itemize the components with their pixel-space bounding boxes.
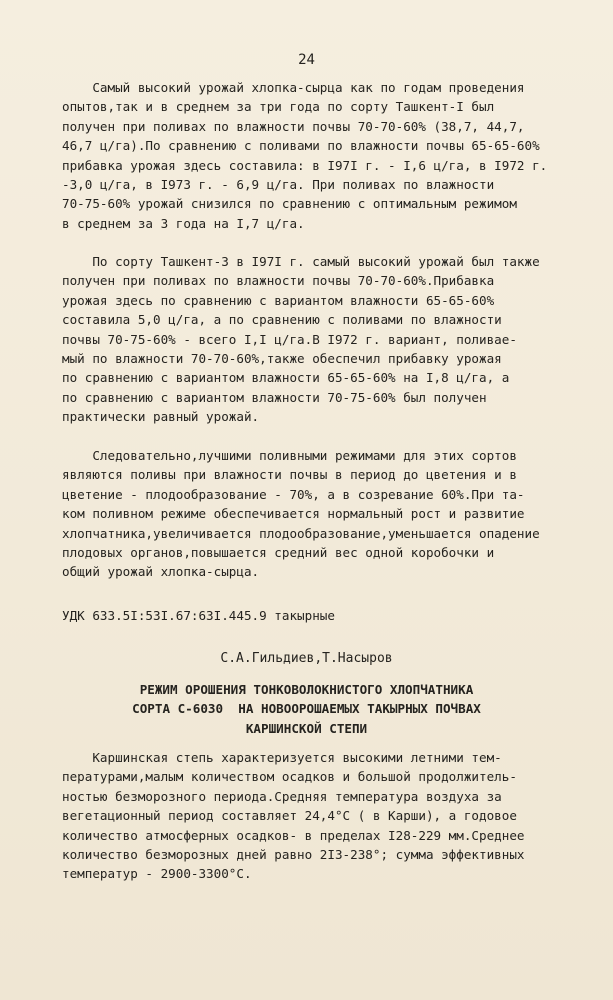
text-line: по сравнению с вариантом влажности 70-75-60% был получен	[62, 389, 487, 405]
text-line: получен при поливах по влажности почвы 70-70-60% (38,7, 44,7,	[62, 118, 525, 134]
udc-code: УДК 633.5I:53I.67:63I.445.9 такырные	[62, 608, 335, 623]
text-line: количество атмосферных осадков- в пределах I28-229 мм.Среднее	[62, 827, 525, 843]
text-line: по сравнению с вариантом влажности 65-65-60% на I,8 ц/га, а	[62, 370, 510, 386]
text-line: получен при поливах по влажности почвы 70-70-60%.Прибавка	[62, 273, 495, 289]
text-line: хлопчатника,увеличивается плодообразование,уменьшается опадение	[62, 525, 540, 541]
text-line: вегетационный период составляет 24,4°С ( в Карши), а годовое	[62, 808, 517, 824]
page-number: 24	[298, 52, 315, 68]
text-line: прибавка урожая здесь составила: в I97I г. - I,6 ц/га, в I972 г.	[62, 157, 548, 173]
title-line: КАРШИНСКОЙ СТЕПИ	[245, 720, 368, 736]
text-line: являются поливы при влажности почвы в период до цветения и в	[62, 467, 517, 483]
text-line: почвы 70-75-60% - всего I,I ц/га.В I972 г. вариант, поливае-	[62, 331, 517, 347]
text-line: пературами,малым количеством осадков и большой продолжитель-	[62, 769, 517, 785]
paragraph-3	[62, 446, 582, 582]
text-line: составила 5,0 ц/га, а по сравнению с поливами по влажности	[62, 312, 502, 328]
text-line: 70-75-60% урожай снизился по сравнению с оптимальным режимом	[62, 196, 517, 212]
text-line: -3,0 ц/га, в I973 г. - 6,9 ц/га. При поливах по влажности	[62, 176, 495, 192]
paragraph-4	[62, 748, 582, 884]
text-line: Следовательно,лучшими поливными режимами для этих сортов	[62, 448, 517, 463]
article-title	[0, 680, 613, 738]
text-line: общий урожай хлопка-сырца.	[62, 564, 260, 580]
authors: С.А.Гильдиев,Т.Насыров	[220, 651, 393, 666]
paragraph-1	[62, 78, 582, 233]
text-line: урожая здесь по сравнению с вариантом влажности 65-65-60%	[62, 292, 495, 308]
text-line: температур - 2900-3300°С.	[62, 866, 252, 882]
text-line: цветение - плодообразование - 70%, а в созревание 60%.При та-	[62, 486, 525, 502]
text-line: Каршинская степь характеризуется высокими летними тем-	[62, 750, 502, 765]
text-line: плодовых органов,повышается средний вес одной коробочки и	[62, 544, 495, 560]
text-line: Самый высокий урожай хлопка-сырца как по годам проведения	[62, 80, 525, 95]
text-line: По сорту Ташкент-3 в I97I г. самый высокий урожай был также	[62, 254, 540, 269]
text-line: ком поливном режиме обеспечивается нормальный рост и развитие	[62, 506, 525, 522]
text-line: 46,7 ц/га).По сравнению с поливами по влажности почвы 65-65-60%	[62, 138, 540, 154]
paragraph-2	[62, 252, 582, 427]
text-line: опытов,так и в среднем за три года по сорту Ташкент-I был	[62, 99, 495, 115]
title-line: СОРТА С-6030 НА НОВООРОШАЕМЫХ ТАКЫРНЫХ ПОЧВАХ	[132, 701, 481, 717]
text-line: практически равный урожай.	[62, 409, 260, 425]
text-line: ностью безморозного периода.Средняя температура воздуха за	[62, 788, 502, 804]
text-line: в среднем за 3 года на I,7 ц/га.	[62, 215, 305, 231]
title-line: РЕЖИМ ОРОШЕНИЯ ТОНКОВОЛОКНИСТОГО ХЛОПЧАТНИКА	[139, 682, 474, 697]
text-line: мый по влажности 70-70-60%,также обеспечил прибавку урожая	[62, 350, 502, 366]
text-line: количество безморозных дней равно 2I3-238°; сумма эффективных	[62, 846, 525, 862]
